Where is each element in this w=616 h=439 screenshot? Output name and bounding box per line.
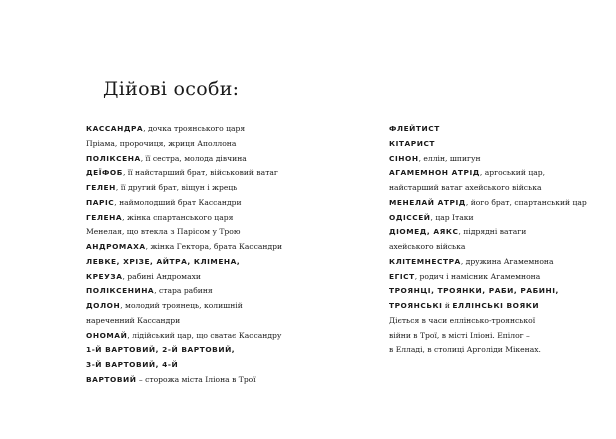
character-line: АГАМЕМНОН АТРІД, аргоський цар, xyxy=(389,168,546,178)
characters-left-column xyxy=(86,122,346,388)
page-title: Дійові особи: xyxy=(103,78,240,100)
character-line: АНДРОМАХА, жінка Гектора, брата Кассандри xyxy=(86,242,283,251)
setting-line: в Елладі, в столиці Арголіди Мікенах. xyxy=(389,345,541,355)
character-line: ОНОМАЙ, лідійський цар, що сватає Кассандру xyxy=(86,330,282,340)
character-line: КРЕУЗА, рабині Андромахи xyxy=(86,271,201,281)
character-line: ФЛЕЙТИСТ xyxy=(389,124,440,133)
character-line: СІНОН, еллін, шпигун xyxy=(389,153,481,163)
character-line: ЕГІСТ, родич і намісник Агамемнона xyxy=(389,271,541,281)
character-line: ГЕЛЕНА, жінка спартанського царя xyxy=(86,212,234,222)
character-line: ДОЛОН, молодий троянець, колишній xyxy=(86,301,243,310)
setting-line: війни в Трої, в місті Іліоні. Епілог – xyxy=(389,330,530,340)
character-line: ахейського війська xyxy=(389,242,466,251)
character-line: ОДІССЕЙ, цар Ітаки xyxy=(389,212,474,222)
characters-right-column xyxy=(389,122,609,358)
character-line: ПАРІС, наймолодший брат Кассандри xyxy=(86,197,242,207)
character-line: ПОЛІКСЕНА, її сестра, молода дівчина xyxy=(86,153,247,163)
character-line: ВАРТОВИЙ – сторожа міста Іліона в Трої xyxy=(86,374,256,384)
character-line: 3-Й ВАРТОВИЙ, 4-Й xyxy=(86,360,179,369)
setting-line: Діється в часи еллінсько-троянської xyxy=(389,315,536,325)
character-line: ТРОЯНЦІ, ТРОЯНКИ, РАБИ, РАБИНІ, xyxy=(389,286,559,296)
character-line: ЛЕВКЕ, ХРІЗЕ, АЙТРА, КЛІМЕНА, xyxy=(86,256,241,266)
character-line: ТРОЯНСЬКІ й ЕЛЛІНСЬКІ ВОЯКИ xyxy=(389,301,540,310)
character-line: ПОЛІКСЕНИНА, стара рабиня xyxy=(86,286,213,296)
character-line: найстарший ватаг ахейського війська xyxy=(389,183,542,192)
character-line: КІТАРИСТ xyxy=(389,138,436,148)
character-line: 1-Й ВАРТОВИЙ, 2-Й ВАРТОВИЙ, xyxy=(86,345,236,355)
character-line: Менелая, що втекла з Парісом у Трою xyxy=(86,227,241,237)
character-line: нареченний Кассандри xyxy=(86,315,181,325)
character-line: ДІОМЕД, АЯКС, підрядні ватаги xyxy=(389,227,527,237)
character-line: ДЕЇФОБ, її найстарший брат, військовий ватаг xyxy=(86,168,278,178)
character-line: МЕНЕЛАЙ АТРІД, його брат, спартанський цар xyxy=(389,197,587,207)
character-line: Пріама, пророчиця, жриця Аполлона xyxy=(86,138,237,148)
character-line: КЛІТЕМНЕСТРА, дружина Агамемнона xyxy=(389,256,554,266)
character-line: ГЕЛЕН, її другий брат, віщун і жрець xyxy=(86,183,238,192)
character-line: КАССАНДРА, дочка троянського царя xyxy=(86,124,246,133)
